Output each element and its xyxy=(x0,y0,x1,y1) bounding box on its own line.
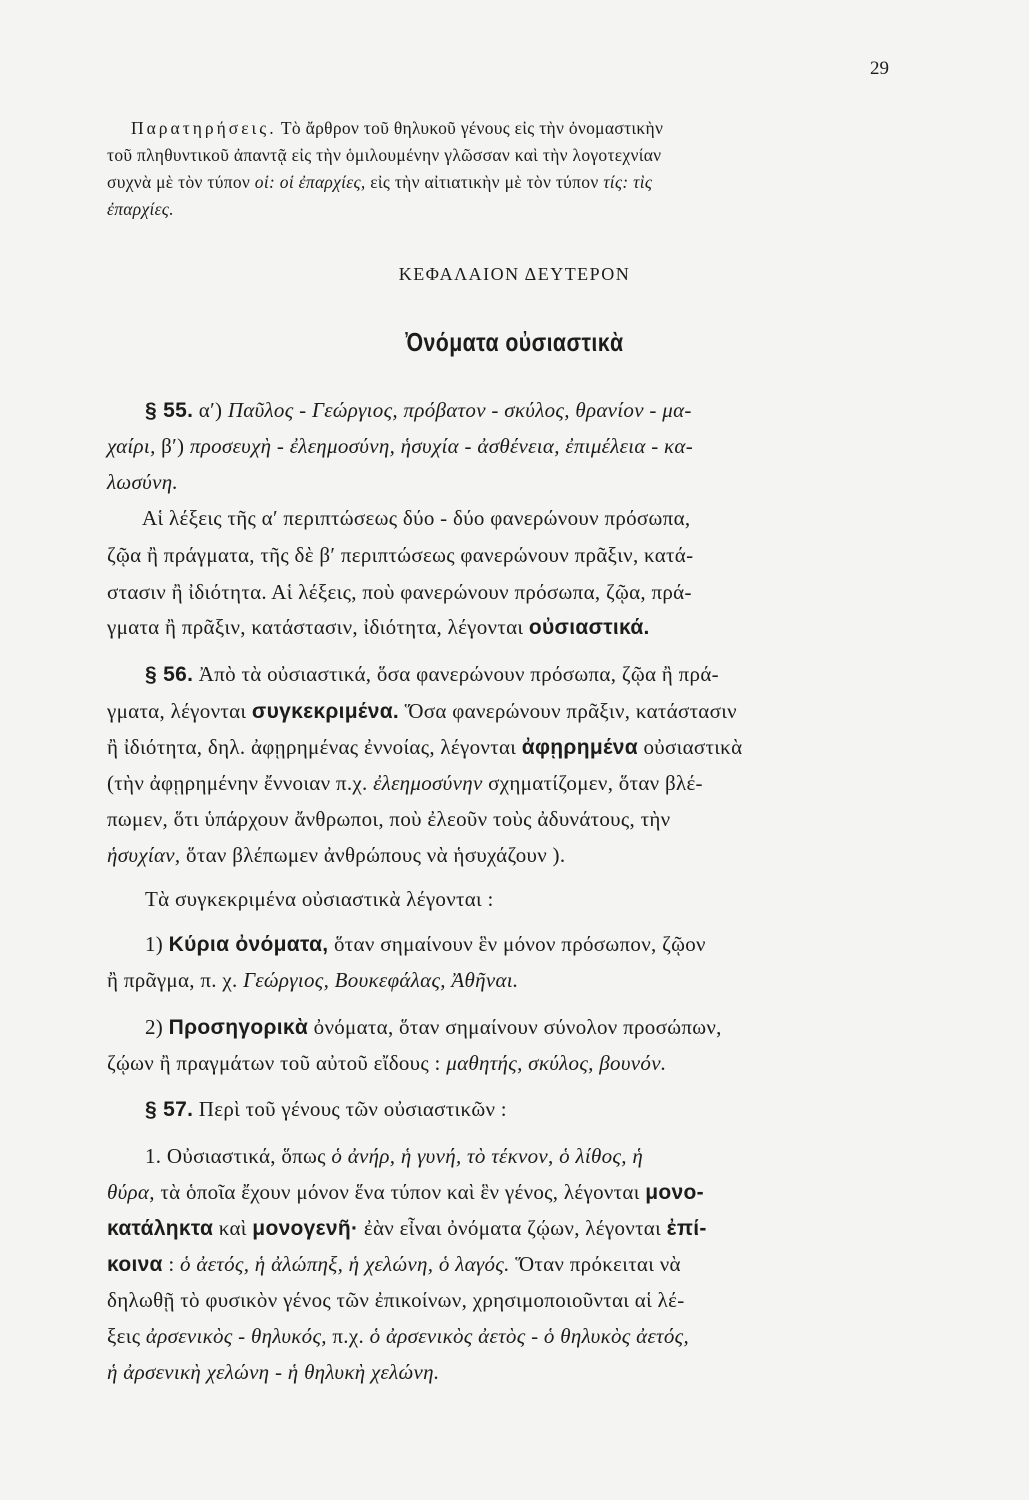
text-line xyxy=(145,1144,643,1169)
example-span: χαίρι, xyxy=(107,434,156,458)
text-line xyxy=(145,887,494,912)
text-line xyxy=(107,1288,685,1313)
term-bold: Προσηγορικὰ xyxy=(168,1016,309,1039)
text-span: ζῴων ἢ πραγμάτων τοῦ αὐτοῦ εἴδους : xyxy=(107,1051,447,1075)
term-bold: κατάληκτα xyxy=(107,1217,214,1240)
text-span: (τὴν ἀφῃρημένην ἔννοιαν π.χ. xyxy=(107,771,374,795)
remarks-text: Τὸ ἄρθρον τοῦ θηλυκοῦ γένους εἰς τὴν ὀνομαστικὴν xyxy=(276,118,664,138)
section-number: § 57. xyxy=(145,1098,194,1121)
text-span: γματα, λέγονται xyxy=(107,699,252,723)
term-bold: κοινα xyxy=(107,1253,163,1276)
remarks-line xyxy=(107,199,174,220)
text-line xyxy=(107,615,650,640)
text-span: Τὰ συγκεκριμένα οὐσιαστικὰ λέγονται : xyxy=(145,887,494,911)
text-line xyxy=(107,1180,704,1205)
text-span: ὅταν σημαίνουν ἓν μόνον πρόσωπον, ζῷον xyxy=(328,932,706,956)
example-span: ἐλεημοσύνην xyxy=(373,771,483,795)
text-line xyxy=(107,434,693,459)
text-span: 1. Οὐσιαστικά, ὅπως xyxy=(145,1144,332,1168)
text-span: ξεις xyxy=(107,1324,146,1348)
text-span: ἐὰν εἶναι ὀνόματα ζῴων, λέγονται xyxy=(358,1216,667,1240)
text-span: ἢ ἰδιότητα, δηλ. ἀφῃρημένας ἐννοίας, λέγονται xyxy=(107,735,522,759)
text-span: πωμεν, ὅτι ὑπάρχουν ἄνθρωποι, ποὺ ἐλεοῦν τοὺς ἀδυνάτους, τὴν xyxy=(107,807,671,831)
text-line xyxy=(107,1252,681,1277)
term-bold: ἀφῃρημένα xyxy=(521,736,638,759)
page-number: 29 xyxy=(870,58,889,79)
text-line xyxy=(107,470,178,495)
term-bold: ἐπί- xyxy=(666,1217,707,1240)
term-bold: μονο- xyxy=(645,1181,704,1204)
text-span: στασιν ἢ ἰδιότητα. Αἱ λέξεις, ποὺ φανερώνουν πρόσωπα, ζῷα, πρά- xyxy=(107,580,692,604)
text-line xyxy=(107,1324,689,1349)
text-line xyxy=(142,506,690,531)
term-bold: μονογενῆ· xyxy=(252,1217,359,1240)
text-span: ζῷα ἢ πράγματα, τῆς δὲ β′ περιπτώσεως φανερώνουν πρᾶξιν, κατά- xyxy=(107,543,694,567)
text-span: τὰ ὁποῖα ἔχουν μόνον ἕνα τύπον καὶ ἓν γένος, λέγονται xyxy=(154,1180,646,1204)
text-span: π.χ. xyxy=(326,1324,370,1348)
text-line xyxy=(107,543,693,568)
remarks-example: ἐπαρχίες. xyxy=(107,199,174,219)
example-span: ὁ ἀετός, ἡ ἀλώπηξ, ἡ χελώνη, ὁ λαγός. xyxy=(180,1252,510,1276)
text-span: Ὅσα φανερώνουν πρᾶξιν, κατάστασιν xyxy=(399,699,737,723)
example-span: ἡ ἀρσενικὴ χελώνη - ἡ θηλυκὴ χελώνη. xyxy=(107,1360,440,1384)
example-span: Γεώργιος, Βουκεφάλας, Ἀθῆναι. xyxy=(243,968,519,992)
text-span: 2) xyxy=(145,1015,169,1039)
text-span: ὀνόματα, ὅταν σημαίνουν σύνολον προσώπων, xyxy=(308,1015,722,1039)
remarks-line xyxy=(131,118,663,139)
text-span: γματα ἢ πρᾶξιν, κατάστασιν, ἰδιότητα, λέγονται xyxy=(107,615,529,639)
text-span: ἢ πρᾶγμα, π. χ. xyxy=(107,968,244,992)
example-span: ἀρσενικὸς - θηλυκός, xyxy=(145,1324,327,1348)
remarks-example: τίς: τὶς xyxy=(603,172,653,192)
text-line xyxy=(145,932,706,957)
example-span: ὁ ἀνήρ, ἡ γυνή, τὸ τέκνον, ὁ λίθος, ἡ xyxy=(331,1144,644,1168)
text-span: Ὅταν πρόκειται νὰ xyxy=(509,1252,681,1276)
remarks-text: συχνὰ μὲ τὸν τύπον xyxy=(107,172,255,192)
example-span: θύρα, xyxy=(107,1180,155,1204)
text-line xyxy=(107,699,737,724)
remarks-label: Παρατηρήσεις. xyxy=(131,118,277,138)
text-span: Ἀπὸ τὰ οὐσιαστικά, ὅσα φανερώνουν πρόσωπα, ζῷα ἢ πρά- xyxy=(193,662,719,686)
text-line xyxy=(107,807,670,832)
text-line xyxy=(145,1015,722,1040)
text-span: 1) xyxy=(145,932,169,956)
text-line xyxy=(145,398,692,423)
text-line xyxy=(107,1216,707,1241)
text-line xyxy=(145,662,719,687)
text-span: : xyxy=(162,1252,181,1276)
text-line xyxy=(107,843,565,868)
term-bold: συγκεκριμένα. xyxy=(251,700,400,723)
section-number: § 56. xyxy=(145,663,194,686)
remarks-text: εἰς τὴν αἰτιατικὴν μὲ τὸν τύπον xyxy=(365,172,604,192)
text-line xyxy=(107,1051,666,1076)
remarks-example: οἱ: οἱ ἐπαρχίες, xyxy=(254,172,366,192)
text-span: οὐσιαστικὰ xyxy=(637,735,743,759)
text-span: α′) xyxy=(193,398,228,422)
example-span: ἡσυχίαν, xyxy=(107,843,181,867)
chapter-heading: ΚΕΦΑΛΑΙΟΝ ΔΕΥΤΕΡΟΝ xyxy=(398,264,631,284)
example-span: λωσύνη. xyxy=(107,470,179,494)
section-title: Ὀνόματα οὐσιαστικὰ xyxy=(405,327,624,357)
remarks-line xyxy=(107,172,652,193)
text-span: β′) xyxy=(155,434,190,458)
text-span: Αἱ λέξεις τῆς α′ περιπτώσεως δύο - δύο φανερώνουν πρόσωπα, xyxy=(142,506,691,530)
text-span: καὶ xyxy=(213,1216,253,1240)
remarks-line xyxy=(107,145,661,166)
text-line xyxy=(107,735,742,760)
remarks-text: τοῦ πληθυντικοῦ ἀπαντᾷ εἰς τὴν ὁμιλουμένην γλῶσσαν καὶ τὴν λογοτεχνίαν xyxy=(107,145,662,165)
example-span: ὁ ἀρσενικὸς ἀετὸς - ὁ θηλυκὸς ἀετός, xyxy=(369,1324,690,1348)
text-span: Περὶ τοῦ γένους τῶν οὐσιαστικῶν : xyxy=(193,1097,507,1121)
text-line xyxy=(107,771,703,796)
text-span: ὅταν βλέπωμεν ἀνθρώπους νὰ ἡσυχάζουν ). xyxy=(180,843,566,867)
text-span: σχηματίζομεν, ὅταν βλέ- xyxy=(482,771,703,795)
text-line xyxy=(145,1097,507,1122)
example-span: μαθητής, σκύλος, βουνόν. xyxy=(446,1051,667,1075)
text-span: δηλωθῇ τὸ φυσικὸν γένος τῶν ἐπικοίνων, χρησιμοποιοῦνται αἱ λέ- xyxy=(107,1288,685,1312)
section-number: § 55. xyxy=(145,399,194,422)
example-span: Παῦλος - Γεώργιος, πρόβατον - σκύλος, θρανίον - μα- xyxy=(227,398,692,422)
text-line xyxy=(107,580,692,605)
term-bold: Κύρια ὀνόματα, xyxy=(168,933,329,956)
text-line xyxy=(107,1360,439,1385)
term-bold: οὐσιαστικά. xyxy=(528,616,650,639)
example-span: προσευχὴ - ἐλεημοσύνη, ἡσυχία - ἀσθένεια, ἐπιμέλεια - κα- xyxy=(189,434,694,458)
text-line xyxy=(107,968,518,993)
